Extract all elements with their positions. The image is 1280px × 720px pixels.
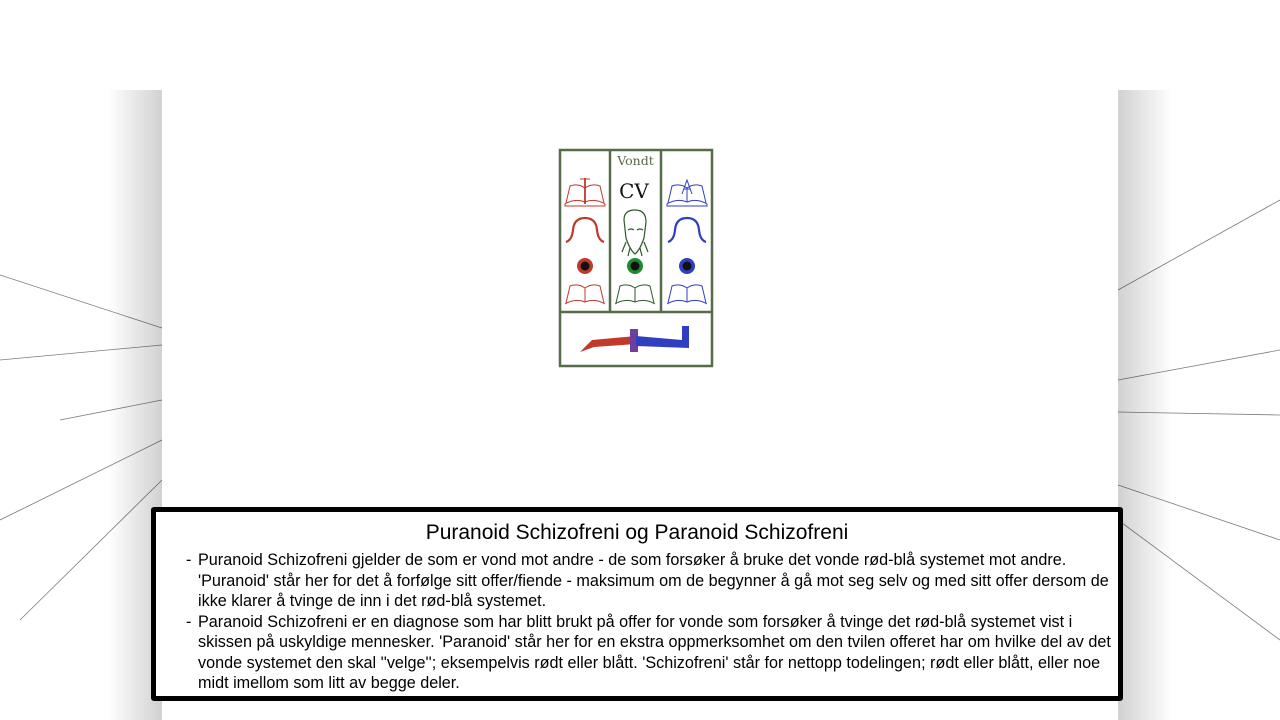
caption-list <box>186 550 1116 694</box>
red-blue-system-diagram <box>558 148 714 368</box>
list-item <box>186 612 1116 694</box>
figure-outline-icon <box>566 218 604 242</box>
green-dot-icon <box>627 258 643 274</box>
top-label: Vondt <box>617 153 654 168</box>
red-dot-icon <box>577 258 593 274</box>
caption-box <box>151 507 1123 701</box>
figure-outline-icon <box>668 218 706 242</box>
list-dash: - <box>186 551 192 569</box>
list-item-text: Puranoid Schizofreni gjelder de som er vond mot andre - de som forsøker å bruke det vonde rød-blå systemet mot andre. 'Puranoid' står her for det å forfølge sitt offer/fiende - maksimum om de begynner å gå mot seg selv og med sitt offer dersom de ikke klarer å tvinge de inn i det rød-blå systemet. <box>198 551 1109 610</box>
list-item-text: Paranoid Schizofreni er en diagnose som har blitt brukt på offer for vonde som forsøker å tvinge det rød-blå systemet vist i skissen på uskyldige mennesker. 'Paranoid' står her for en ekstra oppmerksomhet om den tvilen offeret har om hvilke del av det vonde systemet den skal ''velge''; eksempelvis rødt eller blått. 'Schizofreni' står for nettopp todelingen; rødt eller blått, eller noe midt imellom som litt av begge deler. <box>198 612 1111 692</box>
caption-title: Puranoid Schizofreni og Paranoid Schizofreni <box>425 521 849 544</box>
bearded-face-icon <box>622 210 648 256</box>
book-icon <box>565 178 605 206</box>
blue-dot-icon <box>679 258 695 274</box>
book-icon <box>667 285 707 304</box>
list-item <box>186 550 1116 612</box>
book-icon <box>667 180 707 206</box>
paper-shadow <box>1118 90 1172 720</box>
book-icon <box>565 285 605 304</box>
list-dash: - <box>186 612 192 631</box>
book-icon <box>615 285 655 304</box>
center-label: CV <box>619 179 649 203</box>
red-blue-arrows-icon <box>580 326 689 352</box>
